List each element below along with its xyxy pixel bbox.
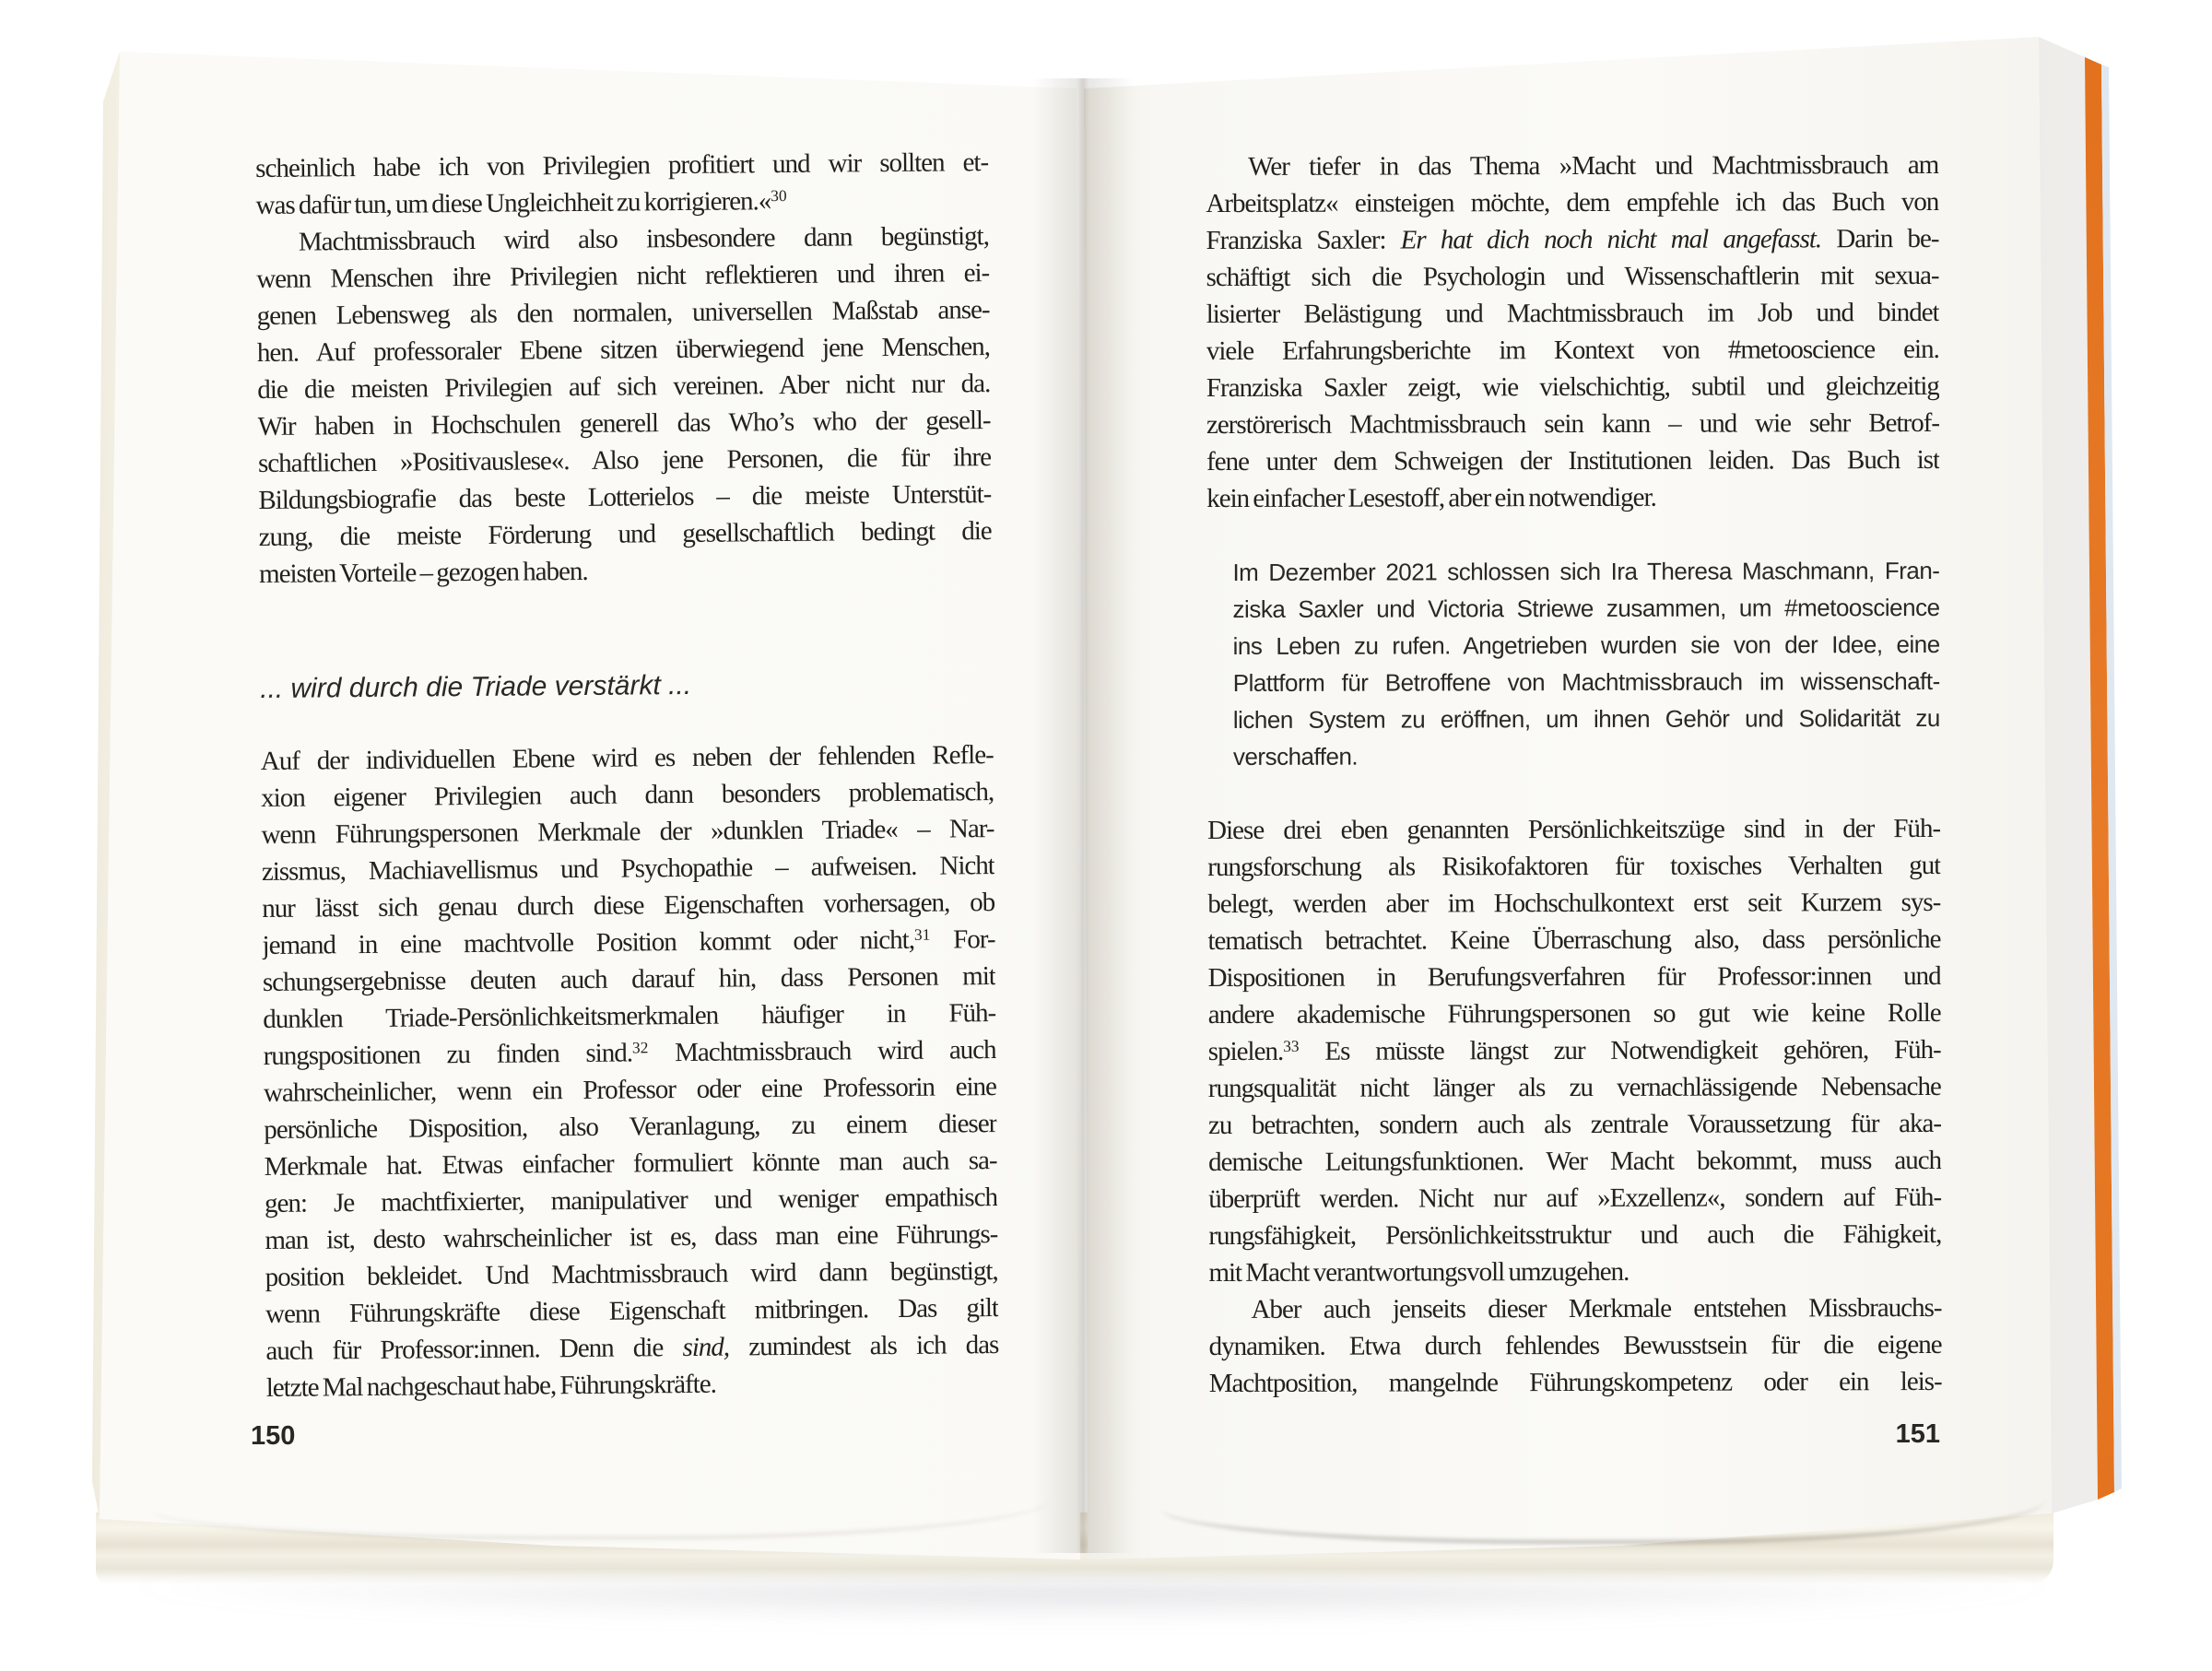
text-line [1208,1068,1941,1107]
text-line [258,476,991,519]
text-segment: zissmus, Machiavellismus und Psychopathie – aufweisen. Nicht [261,851,994,887]
text-segment: dynamiken. Etwa durch fehlendes Bewusstsein für die eigene [1208,1329,1942,1362]
text-segment: wenn Führungskräfte diese Eigenschaft mitbringen. Das gilt [265,1293,999,1329]
inset-sans-block [1232,552,1940,775]
text-segment: auch für Professor:innen. Denn die [265,1333,683,1366]
text-segment: Darin be- [1821,223,1939,254]
text-line [1208,1142,1941,1181]
text-segment: scheinlich habe ich von Privilegien profitiert und wir sollten et- [255,147,989,184]
text-line [265,1326,998,1370]
body-paragraph [1206,147,1939,517]
section-heading [260,665,993,708]
text-segment: überprüft werden. Nicht nur auf »Exzellenz«, sondern auf Füh- [1208,1182,1942,1215]
text-line [1207,921,1940,959]
text-segment: rungsforschung als Risikofaktoren für toxisches Verhalten gut [1207,850,1941,883]
text-segment: was dafür tun, um diese Ungleichheit zu korrigieren.« [255,186,771,221]
page-number-right: 151 [1895,1419,1940,1449]
text-segment: ins Leben zu rufen. Angetrieben wurden sie von der Idee, eine [1232,630,1940,660]
text-line [263,1031,995,1075]
open-book [92,14,2134,1654]
text-line [265,1179,997,1222]
text-segment: schäftigt sich die Psychologin und Wissenschaftlerin mit sexua- [1206,260,1939,293]
text-segment: Es müsste längst zur Notwendigkeit gehören, Füh- [1299,1034,1941,1066]
text-segment: rungspositionen zu finden sind. [263,1038,633,1071]
book-gutter-shadow [1032,78,1134,1553]
text-line [258,439,991,482]
text-line [1206,331,1939,370]
text-line [1206,478,1939,517]
text-line [259,512,992,556]
text-segment: Aber auch jenseits dieser Merkmale entstehen Missbrauchs- [1251,1292,1942,1324]
page-150-text [255,144,999,1406]
text-line [261,810,994,853]
text-line [1207,884,1940,923]
text-segment: zumindest als ich das [728,1330,999,1362]
text-segment: wahrscheinlicher, wenn ein Professor oder eine Professorin eine [263,1072,997,1108]
text-line [1232,589,1939,628]
text-segment: jemand in eine machtvolle Position kommt oder nicht, [262,924,915,960]
text-segment: ziska Saxler und Victoria Striewe zusammen, um #metooscience [1232,593,1940,623]
text-line [256,291,989,335]
text-line [262,847,994,890]
text-line [264,1105,996,1148]
text-line [1208,1216,1941,1254]
text-segment: Auf der individuellen Ebene wird es neben der fehlenden Refle- [260,740,994,777]
text-line [1208,1289,1941,1328]
footnote-marker: 33 [1283,1037,1300,1056]
text-segment: gen: Je machtfixierter, manipulativer und weniger empathisch [264,1183,998,1218]
footnote-marker: 31 [913,924,931,945]
footnote-marker: 32 [631,1038,649,1057]
text-line [1206,294,1939,333]
text-line [1206,220,1938,259]
text-line [262,921,994,964]
text-line [1207,847,1940,886]
text-line [265,1253,998,1296]
italic-segment: Er hat dich noch nicht mal angefasst. [1400,224,1822,255]
text-line [266,1363,999,1406]
text-line [255,144,988,187]
text-line [256,254,989,298]
text-segment: genen Lebensweg als den normalen, universellen Maßstab anse- [256,295,990,332]
text-segment: dunklen Triade-Persönlichkeitsmerkmalen häufiger in Füh- [263,998,996,1034]
text-segment: mit Macht verantwortungsvoll umzugehen. [1208,1256,1630,1289]
text-segment: hen. Auf professoraler Ebene sitzen überwiegend jene Menschen, [256,332,991,369]
body-paragraph [1208,1289,1941,1402]
text-line [1233,626,1940,665]
text-segment: Franziska Saxler: [1206,225,1401,256]
text-segment: rungsfähigkeit, Persönlichkeitsstruktur und auch die Fähigkeit, [1208,1218,1942,1252]
text-line [1206,147,1938,185]
text-line [1208,1179,1941,1218]
text-segment: For- [930,924,995,955]
text-line [261,736,994,780]
text-line [1207,810,1940,849]
text-line [1208,1105,1941,1144]
text-segment: lisierter Belästigung und Machtmissbrauch im Job und bindet [1206,297,1939,330]
body-paragraph [256,218,992,593]
text-segment: man ist, desto wahrscheinlicher ist es, dass man eine Führungs- [265,1219,998,1255]
text-line [257,402,990,445]
text-segment: die die meisten Privilegien auf sich vereinen. Aber nicht nur da. [257,369,991,406]
text-segment: rungsqualität nicht länger als zu vernachlässigende Nebensache [1207,1071,1941,1104]
text-segment: Diese drei eben genannten Persönlichkeitszüge sind in der Füh- [1207,813,1941,846]
text-line [1206,441,1939,480]
text-segment: zung, die meiste Förderung und gesellschaftlich bedingt die [258,516,992,553]
page-151-text [1206,147,1942,1402]
text-segment: Arbeitsplatz« einsteigen möchte, dem empfehle ich das Buch von [1206,186,1939,219]
text-segment: Machtmissbrauch wird also insbesondere dann begünstigt, [298,221,990,257]
italic-segment: sind, [682,1332,730,1363]
text-segment: zerstörerisch Machtmissbrauch sein kann – und wie sehr Betrof- [1206,407,1940,441]
text-segment: Dispositionen in Berufungsverfahren für Professor:innen und [1207,960,1941,994]
text-line [1209,1363,1942,1402]
text-line [263,994,995,1038]
body-paragraph [1207,810,1941,1291]
text-line [1206,405,1939,443]
text-segment: demische Leitungsfunktionen. Wer Macht bekommt, muss auch [1208,1145,1942,1178]
text-segment: viele Erfahrungsberichte im Kontext von #metooscience ein. [1206,334,1939,367]
text-line [265,1289,998,1333]
text-line [261,773,994,817]
text-segment: meisten Vorteile – gezogen haben. [258,556,588,590]
book-shadow [101,1583,2083,1623]
footnote-marker: 30 [771,186,787,206]
text-segment: Bildungsbiografie das beste Lotterielos – die meiste Unterstüt- [258,479,992,516]
body-paragraph [261,736,999,1406]
text-segment: tematisch betrachtet. Keine Überraschung also, dass persönliche [1207,924,1941,957]
text-segment: ... wird durch die Triade verstärkt ... [260,669,692,705]
text-line [257,365,990,408]
body-paragraph [255,144,989,224]
text-line [257,328,990,371]
text-line [1208,958,1941,996]
text-segment: wenn Menschen ihre Privilegien nicht reflektieren und ihren ei- [256,258,990,295]
text-segment: belegt, werden aber im Hochschulkontext erst seit Kurzem sys- [1207,887,1941,920]
text-segment: Plattform für Betroffene von Machtmissbrauch im wissenschaft- [1232,666,1940,697]
text-segment: Machtposition, mangelnde Führungskompetenz oder ein leis- [1208,1366,1942,1399]
text-line [264,1068,996,1112]
text-segment: verschaffen. [1232,742,1359,771]
text-segment: kein einfacher Lesestoff, aber ein notwendiger. [1206,482,1656,514]
page-number-left: 150 [251,1421,296,1451]
text-line [1206,183,1938,222]
text-line [1233,700,1940,738]
text-line [265,1142,997,1185]
text-segment: Merkmale hat. Etwas einfacher formuliert könnte man auch sa- [264,1146,997,1182]
text-segment: schungsergebnisse deuten auch darauf hin, dass Personen mit [262,961,996,997]
text-segment: schaftlichen »Positivauslese«. Also jene Personen, die für ihre [257,442,992,479]
text-line [259,549,992,593]
text-segment: Wer tiefer in das Thema »Macht und Machtmissbrauch am [1248,149,1939,182]
text-segment: spielen. [1207,1036,1284,1067]
text-line [1206,368,1939,406]
text-segment: Wir haben in Hochschulen generell das Who’s who der gesell- [257,406,991,442]
text-line [265,1216,997,1259]
text-segment: position bekleidet. Und Machtmissbrauch wird dann begünstigt, [265,1256,998,1292]
text-segment: lichen System zu eröffnen, um ihnen Gehör und Solidarität zu [1232,703,1940,734]
text-segment: xion eigener Privilegien auch dann besonders problematisch, [261,777,994,813]
text-line [260,665,993,708]
text-line [1209,1326,1942,1365]
text-segment: letzte Mal nachgeschaut habe, Führungskräfte. [265,1369,717,1403]
text-segment: andere akademische Führungspersonen so gut wie keine Rolle [1207,997,1941,1030]
text-line [255,181,988,224]
text-line [262,884,994,927]
text-segment: Im Dezember 2021 schlossen sich Ira Theresa Maschmann, Fran- [1232,556,1940,586]
text-line [263,958,995,1001]
text-segment: Machtmissbrauch wird auch [648,1035,996,1068]
text-line [1233,736,1940,775]
text-segment: persönliche Disposition, also Veranlagung, zu einem dieser [264,1109,997,1145]
text-line [1233,663,1940,701]
text-line [1208,1031,1941,1070]
text-segment: Franziska Saxler zeigt, wie vielschichtig, subtil und gleichzeitig [1206,371,1939,404]
text-segment: zu betrachten, sondern auch als zentrale Voraussetzung für aka- [1207,1108,1942,1141]
text-line [1208,1253,1941,1291]
text-line [256,218,989,261]
text-segment: wenn Führungspersonen Merkmale der »dunklen Triade« – Nar- [261,814,994,850]
text-line [1206,257,1939,296]
text-line [1208,994,1941,1033]
text-segment: nur lässt sich genau durch diese Eigenschaften vorhersagen, ob [262,888,995,924]
text-segment: fene unter dem Schweigen der Institutionen leiden. Das Buch ist [1206,444,1940,477]
text-line [1232,552,1939,591]
